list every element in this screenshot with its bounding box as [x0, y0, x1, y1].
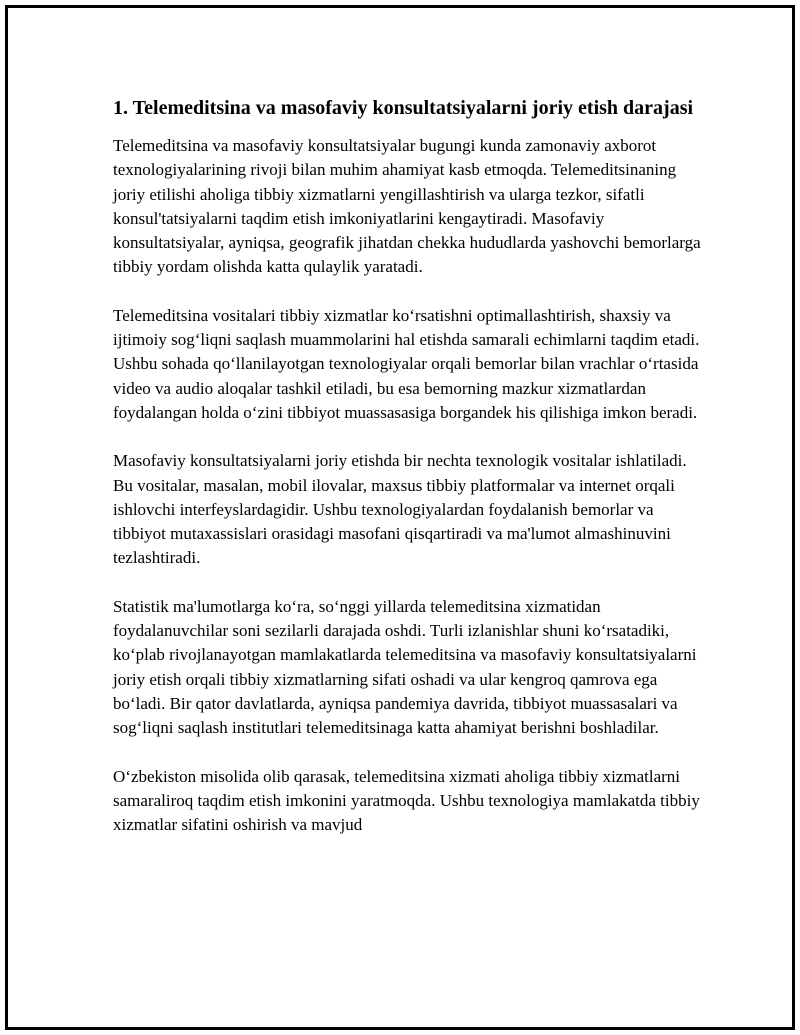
paragraph-intro: Telemeditsina va masofaviy konsultatsiyalar bugungi kunda zamonaviy axborot texnologiyalarining rivoji bilan muhim ahamiyat kasb etmoqda. Telemeditsinaning joriy etilishi aholiga tibbiy xizmatlarni yengillashtirish va ularga tezkor, sifatli konsul'tatsiyalarni taqdim etish imkoniyatlarini kengaytiradi. Masofaviy konsultatsiyalar, ayniqsa, geografik jihatdan chekka hududlarda yashovchi bemorlarga tibbiy yordam olishda katta qulaylik yaratadi. — [113, 136, 701, 277]
section-heading: 1. Telemeditsina va masofaviy konsultatsiyalarni joriy etish darajasi — [113, 97, 694, 119]
paragraph-tools: Telemeditsina vositalari tibbiy xizmatlar koʻrsatishni optimallashtirish, shaxsiy va ijtimoiy sogʻliqni saqlash muammolarini hal etishda samarali echimlarni taqdim etadi. Ushbu sohada qoʻllanilayotgan texnologiyalar orqali bemorlar bilan vrachlar oʻrtasida video va audio aloqalar tashkil etiladi, bu esa bemorning mazkur xizmatlardan foydalangan holda oʻzini tibbiyot muassasasiga borgandek his qilishiga imkon beradi. — [113, 305, 700, 422]
document-body — [113, 95, 703, 861]
paragraph-technologies: Masofaviy konsultatsiyalarni joriy etishda bir nechta texnologik vositalar ishlatiladi. Bu vositalar, masalan, mobil ilovalar, maxsus tibbiy platformalar va internet orqali ishlovchi interfeyslardagidir. Ushbu texnologiyalardan foydalanish bemorlar va tibbiyot mutaxassislari orasidagi masofani qisqartiradi va ma'lumot almashinuvini tezlashtiradi. — [113, 451, 687, 568]
paragraph-statistics: Statistik ma'lumotlarga koʻra, soʻnggi yillarda telemeditsina xizmatidan foydalanuvchilar soni sezilarli darajada oshdi. Turli izlanishlar shuni koʻrsatadiki, koʻplab rivojlanayotgan mamlakatlarda telemeditsina va masofaviy konsultatsiyalarni joriy etish orqali tibbiy xizmatlarning sifati oshadi va ular kengroq qamrova ega boʻladi. Bir qator davlatlarda, ayniqsa pandemiya davrida, tibbiyot muassasalari va sogʻliqni saqlash institutlari telemeditsinaga katta ahamiyat berishni boshladilar. — [113, 596, 697, 738]
paragraph-uzbekistan: Oʻzbekiston misolida olib qarasak, telemeditsina xizmati aholiga tibbiy xizmatlarni samaraliroq taqdim etish imkonini yaratmoqda. Ushbu texnologiya mamlakatda tibbiy xizmatlar sifatini oshirish va mavjud — [113, 766, 700, 835]
